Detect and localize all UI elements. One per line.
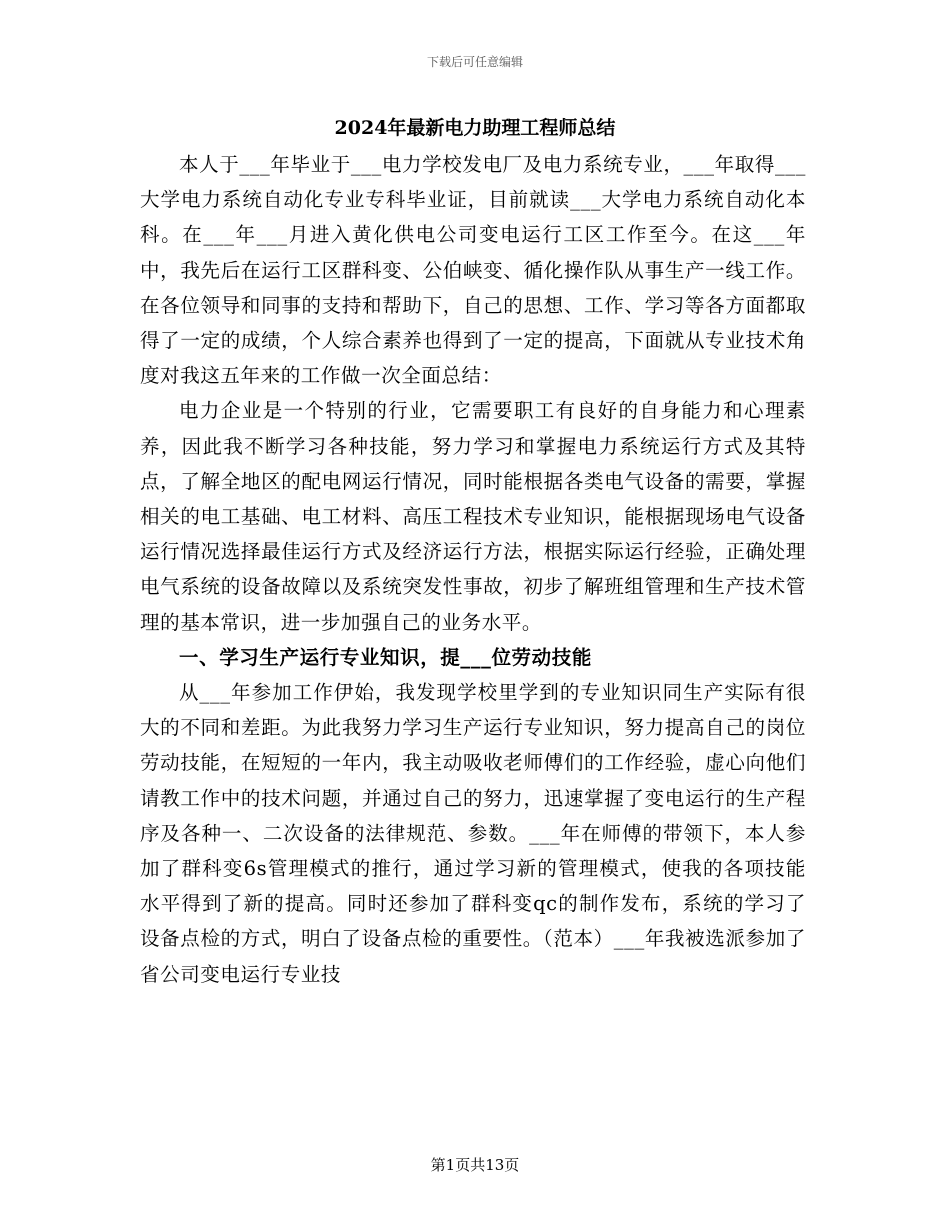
section-heading-1: 一、学习生产运行专业知识，提___位劳动技能 xyxy=(179,645,592,669)
document-title: 2024年最新电力助理工程师总结 xyxy=(334,117,616,139)
document-body xyxy=(140,147,806,992)
page-number: 第1页共13页 xyxy=(430,1156,520,1174)
paragraph-skills: 电力企业是一个特别的行业，它需要职工有良好的自身能力和心理素养，因此我不断学习各种技能，努力学习和掌握电力系统运行方式及其特点，了解全地区的配电网运行情况，同时能根据各类电气设备的需要，掌握相关的电工基础、电工材料、高压工程技术专业知识，能根据现场电气设备运行情况选择最佳运行方式及经济运行方法，根据实际运行经验，正确处理电气系统的设备故障以及系统突发性事故，初步了解班组管理和生产技术管理的基本常识，进一步加强自己的业务水平。 xyxy=(140,399,806,634)
paragraph-section-1: 从___年参加工作伊始，我发现学校里学到的专业知识同生产实际有很大的不同和差距。为此我努力学习生产运行专业知识，努力提高自己的岗位劳动技能，在短短的一年内，我主动吸收老师傅们的工作经验，虚心向他们请教工作中的技术问题，并通过自己的努力，迅速掌握了变电运行的生产程序及各种一、二次设备的法律规范、参数。___年在师傅的带领下，本人参加了群科变6s管理模式的推行，通过学习新的管理模式，使我的各项技能水平得到了新的提高。同时还参加了群科变qc的制作发布，系统的学习了设备点检的方式，明白了设备点检的重要性。（范本）___年我被选派参加了省公司变电运行专业技 xyxy=(140,681,806,986)
page-header-note: 下载后可任意编辑 xyxy=(426,55,523,69)
paragraph-intro: 本人于___年毕业于___电力学校发电厂及电力系统专业，___年取得___大学电力系统自动化专业专科毕业证，目前就读___大学电力系统自动化本科。在___年___月进入黄化供电公司变电运行工区工作至今。在这___年中，我先后在运行工区群科变、公伯峡变、循化操作队从事生产一线工作。在各位领导和同事的支持和帮助下，自己的思想、工作、学习等各方面都取得了一定的成绩，个人综合素养也得到了一定的提高，下面就从专业技术角度对我这五年来的工作做一次全面总结： xyxy=(140,153,806,388)
